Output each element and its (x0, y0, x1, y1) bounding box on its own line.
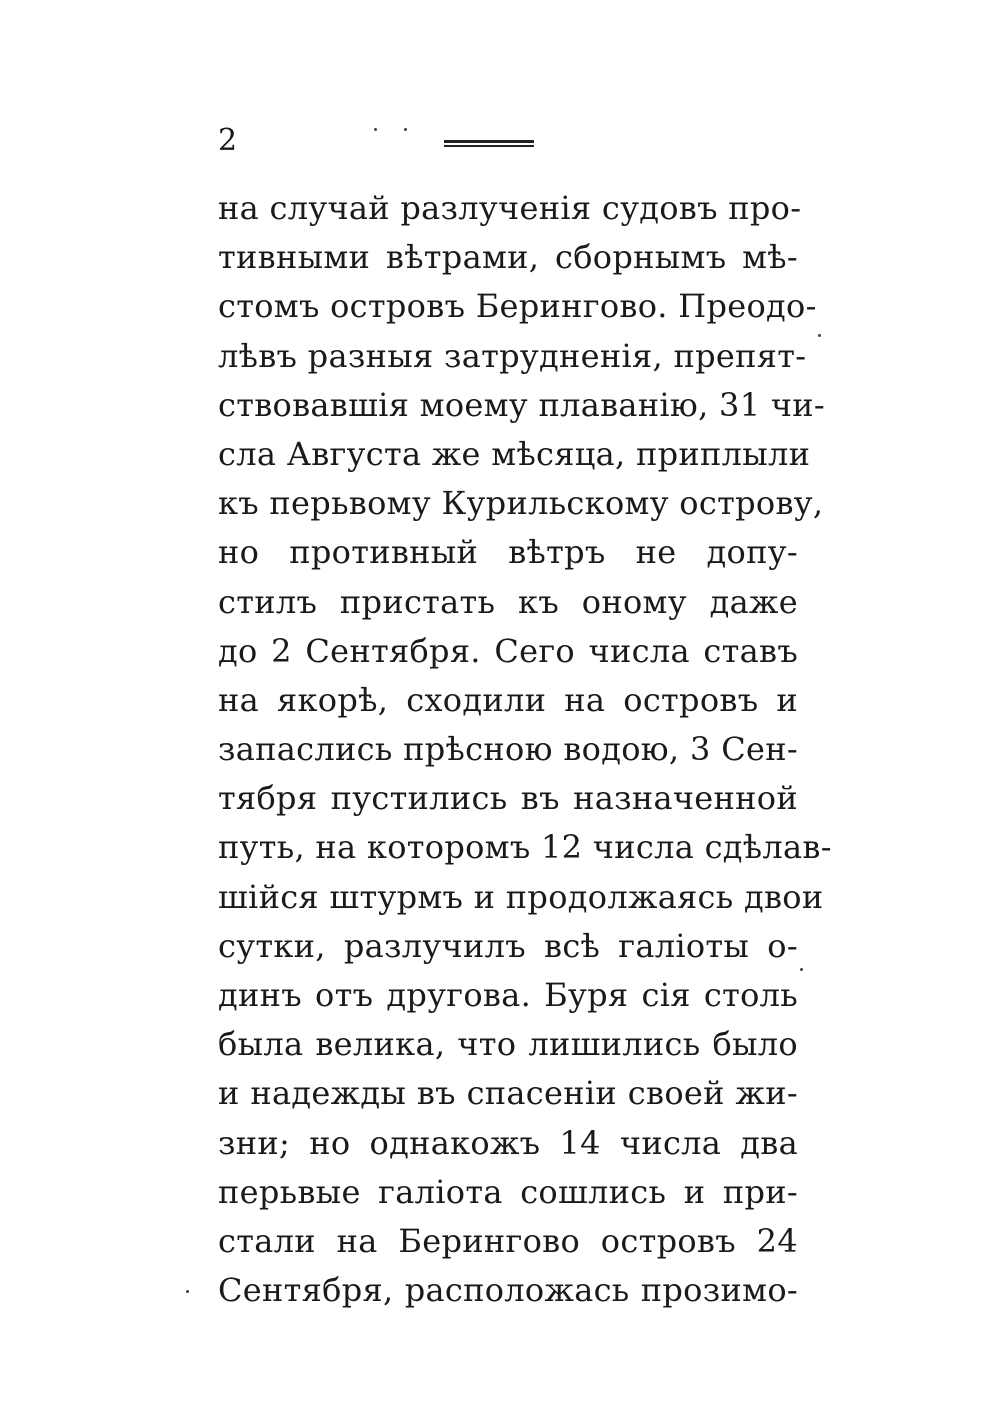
text-line: но противный вѣтръ не допу- (218, 533, 798, 572)
text-line: стилъ пристать къ оному даже (218, 582, 798, 621)
text-line: зни; но однакожъ 14 числа два (218, 1123, 798, 1162)
text-line: тивными вѣтрами, сборнымъ мѣ- (218, 238, 798, 277)
print-speck (818, 334, 821, 337)
text-line: къ перьвому Курильскому острову, (218, 484, 824, 523)
print-speck (404, 128, 407, 131)
text-line: запаслись прѣсною водою, 3 Сен- (218, 730, 798, 769)
text-line: ствовавшія моему плаванію, 31 чи- (218, 385, 826, 424)
text-line: тября пустились въ назначенной (218, 779, 798, 818)
text-line: шійся штурмъ и продолжаясь двои (218, 877, 824, 916)
text-line: сутки, разлучилъ всѣ галіоты о- (218, 926, 798, 965)
header-rule (444, 140, 534, 150)
page-number: 2 (218, 123, 238, 158)
text-line: стали на Берингово островъ 24 (218, 1221, 798, 1260)
print-speck (800, 968, 803, 971)
text-line: на случай разлученія судовъ про- (218, 189, 802, 227)
text-line: лѣвъ разныя затрудненія, препят- (218, 336, 807, 375)
text-line: динъ отъ другова. Буря сія столь (218, 976, 798, 1014)
text-line: Сентября, расположась прозимо- (218, 1271, 798, 1310)
text-line: и надежды въ спасеніи своей жи- (218, 1074, 798, 1113)
body-text (218, 184, 832, 1315)
header-rule-bar-top (444, 140, 534, 143)
header-rule-bar-bottom (444, 145, 534, 147)
text-line: на якорѣ, сходили на островъ и (218, 680, 798, 719)
text-line: до 2 Сентября. Сего числа ставъ (218, 631, 798, 670)
print-speck (374, 128, 377, 131)
text-line: путь, на которомъ 12 числа сдѣлав- (218, 828, 832, 867)
text-line: стомъ островъ Берингово. Преодо- (218, 287, 817, 326)
text-line: сла Августа же мѣсяца, приплыли (218, 434, 811, 473)
text-line: была велика, что лишились было (218, 1025, 798, 1064)
text-line: перьвые галіота сошлись и при- (218, 1172, 798, 1211)
print-speck (186, 1290, 189, 1293)
